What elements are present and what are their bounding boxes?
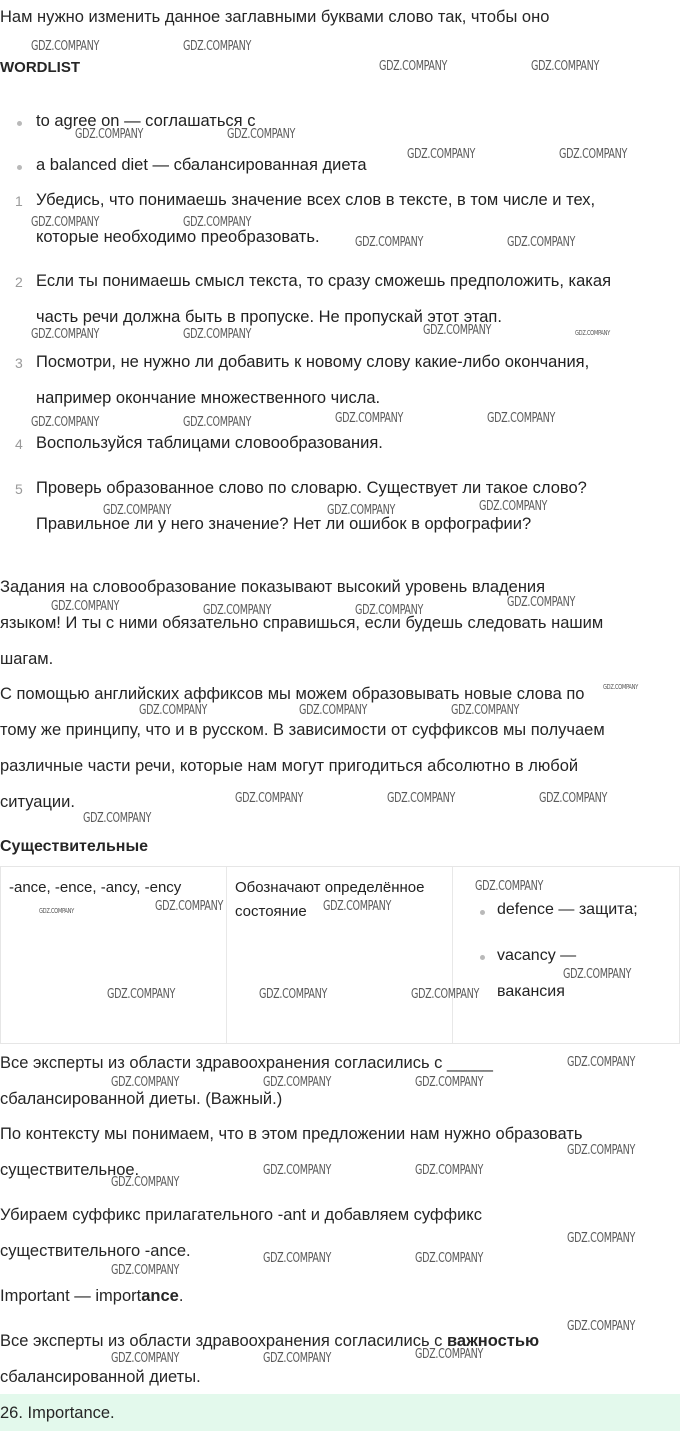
step-number: 4 — [15, 436, 23, 452]
step-text: Посмотри, не нужно ли добавить к новому слову какие-либо окончания, — [36, 353, 590, 371]
watermark: GDZ.COMPANY — [263, 1163, 332, 1178]
step-text: которые необходимо преобразовать. — [36, 228, 320, 246]
watermark: GDZ.COMPANY — [575, 329, 610, 337]
step-text: Воспользуйся таблицами словообразования. — [36, 434, 383, 452]
watermark: GDZ.COMPANY — [567, 1143, 636, 1158]
watermark: GDZ.COMPANY — [411, 987, 480, 1002]
paragraph-line: шагам. — [0, 650, 54, 668]
step-item — [0, 353, 680, 413]
table-cell-meaning: Обозначают определённое — [235, 879, 425, 896]
task-sentence: Все эксперты из области здравоохранения согласились с _____ — [0, 1054, 493, 1072]
final-sentence-bold: важностью — [447, 1332, 540, 1350]
paragraph-line: Задания на словообразование показывают высокий уровень владения — [0, 578, 546, 596]
explanation-line: По контексту мы понимаем, что в этом предложении нам нужно образовать — [0, 1125, 583, 1143]
watermark: GDZ.COMPANY — [139, 703, 208, 718]
step-text: Если ты понимаешь смысл текста, то сразу сможешь предположить, какая — [36, 272, 612, 290]
watermark: GDZ.COMPANY — [539, 791, 608, 806]
watermark: GDZ.COMPANY — [487, 411, 556, 426]
watermark: GDZ.COMPANY — [531, 59, 600, 74]
paragraph-line: тому же принципу, что и в русском. В зависимости от суффиксов мы получаем — [0, 721, 605, 739]
bullet-icon — [480, 910, 485, 915]
explanation-line: существительное. — [0, 1161, 140, 1179]
watermark: GDZ.COMPANY — [507, 595, 576, 610]
watermark: GDZ.COMPANY — [31, 39, 100, 54]
watermark: GDZ.COMPANY — [451, 703, 520, 718]
watermark: GDZ.COMPANY — [559, 147, 628, 162]
watermark: GDZ.COMPANY — [415, 1251, 484, 1266]
watermark: GDZ.COMPANY — [51, 599, 120, 614]
watermark: GDZ.COMPANY — [183, 215, 252, 230]
watermark: GDZ.COMPANY — [335, 411, 404, 426]
watermark: GDZ.COMPANY — [423, 323, 492, 338]
watermark: GDZ.COMPANY — [183, 39, 252, 54]
bullet-icon — [17, 121, 22, 126]
word-formation — [0, 1287, 183, 1306]
watermark: GDZ.COMPANY — [507, 235, 576, 250]
watermark: GDZ.COMPANY — [299, 703, 368, 718]
step-number: 1 — [15, 193, 23, 209]
step-text: Правильное ли у него значение? Нет ли ошибок в орфографии? — [36, 515, 532, 533]
watermark: GDZ.COMPANY — [31, 327, 100, 342]
watermark: GDZ.COMPANY — [327, 503, 396, 518]
step-item — [0, 191, 680, 251]
final-sentence-text: Все эксперты из области здравоохранения согласились с — [0, 1332, 447, 1350]
watermark: GDZ.COMPANY — [83, 811, 152, 826]
watermark: GDZ.COMPANY — [183, 415, 252, 430]
step-number: 2 — [15, 274, 23, 290]
watermark: GDZ.COMPANY — [111, 1075, 180, 1090]
paragraph-line: ситуации. — [0, 793, 75, 811]
watermark: GDZ.COMPANY — [379, 59, 448, 74]
table-cell-example: вакансия — [497, 983, 565, 1000]
explanation-line: существительного -ance. — [0, 1242, 191, 1260]
watermark: GDZ.COMPANY — [567, 1055, 636, 1070]
intro-text: Нам нужно изменить данное заглавными буквами слово так, чтобы оно — [0, 8, 550, 26]
section-heading: Существительные — [0, 838, 149, 855]
table-cell-example: defence — защита; — [497, 901, 638, 918]
watermark: GDZ.COMPANY — [479, 499, 548, 514]
step-item — [0, 434, 680, 458]
task-sentence: сбалансированной диеты. (Важный.) — [0, 1090, 283, 1108]
watermark: GDZ.COMPANY — [415, 1075, 484, 1090]
step-text: часть речи должна быть в пропуске. Не пропускай этот этап. — [36, 308, 502, 326]
watermark: GDZ.COMPANY — [567, 1231, 636, 1246]
table-cell-example: vacancy — — [497, 947, 577, 964]
step-number: 5 — [15, 481, 23, 497]
bullet-icon — [17, 165, 22, 170]
step-item — [0, 272, 680, 332]
step-text: Проверь образованное слово по словарю. Существует ли такое слово? — [36, 479, 587, 497]
watermark: GDZ.COMPANY — [407, 147, 476, 162]
watermark: GDZ.COMPANY — [75, 127, 144, 142]
watermark: GDZ.COMPANY — [235, 791, 304, 806]
watermark: GDZ.COMPANY — [415, 1347, 484, 1362]
table-divider — [452, 867, 453, 1043]
watermark: GDZ.COMPANY — [39, 907, 74, 915]
watermark: GDZ.COMPANY — [227, 127, 296, 142]
suffix-table — [0, 866, 680, 1044]
watermark: GDZ.COMPANY — [415, 1163, 484, 1178]
watermark: GDZ.COMPANY — [155, 899, 224, 914]
word-formation-suffix: ance — [141, 1287, 179, 1305]
watermark: GDZ.COMPANY — [31, 215, 100, 230]
word-formation-plain: Important — import — [0, 1287, 142, 1305]
watermark: GDZ.COMPANY — [111, 1263, 180, 1278]
watermark: GDZ.COMPANY — [387, 791, 456, 806]
watermark: GDZ.COMPANY — [203, 603, 272, 618]
explanation-line: Убираем суффикс прилагательного -ant и добавляем суффикс — [0, 1206, 482, 1224]
answer-bar — [0, 1394, 680, 1431]
answer-text: 26. Importance. — [0, 1404, 115, 1422]
watermark: GDZ.COMPANY — [323, 899, 392, 914]
step-text: например окончание множественного числа. — [36, 389, 381, 407]
watermark: GDZ.COMPANY — [475, 879, 544, 894]
wordlist-item-text: a balanced diet — сбалансированная диета — [36, 156, 367, 174]
wordlist-heading: WORDLIST — [0, 59, 80, 76]
watermark: GDZ.COMPANY — [259, 987, 328, 1002]
bullet-icon — [480, 955, 485, 960]
watermark: GDZ.COMPANY — [355, 235, 424, 250]
watermark: GDZ.COMPANY — [355, 603, 424, 618]
watermark: GDZ.COMPANY — [263, 1075, 332, 1090]
watermark: GDZ.COMPANY — [111, 1175, 180, 1190]
step-number: 3 — [15, 355, 23, 371]
step-text: Убедись, что понимаешь значение всех слов в тексте, в том числе и тех, — [36, 191, 596, 209]
watermark: GDZ.COMPANY — [183, 327, 252, 342]
paragraph-line: различные части речи, которые нам могут пригодиться абсолютно в любой — [0, 757, 579, 775]
watermark: GDZ.COMPANY — [111, 1351, 180, 1366]
watermark: GDZ.COMPANY — [263, 1351, 332, 1366]
watermark: GDZ.COMPANY — [563, 967, 632, 982]
watermark: GDZ.COMPANY — [103, 503, 172, 518]
table-cell-meaning: состояние — [235, 903, 307, 920]
watermark: GDZ.COMPANY — [567, 1319, 636, 1334]
final-sentence-line: сбалансированной диеты. — [0, 1368, 201, 1386]
paragraph-line: С помощью английских аффиксов мы можем образовывать новые слова по — [0, 685, 585, 703]
paragraph-line: языком! И ты с ними обязательно справишься, если будешь следовать нашим — [0, 614, 604, 632]
table-cell-suffixes: -ance, -ence, -ancy, -ency — [9, 879, 182, 896]
watermark: GDZ.COMPANY — [107, 987, 176, 1002]
wordlist-item-text: to agree on — соглашаться с — [36, 112, 256, 130]
table-divider — [226, 867, 227, 1043]
watermark: GDZ.COMPANY — [603, 683, 638, 691]
word-formation-end: . — [178, 1287, 184, 1305]
watermark: GDZ.COMPANY — [263, 1251, 332, 1266]
watermark: GDZ.COMPANY — [31, 415, 100, 430]
